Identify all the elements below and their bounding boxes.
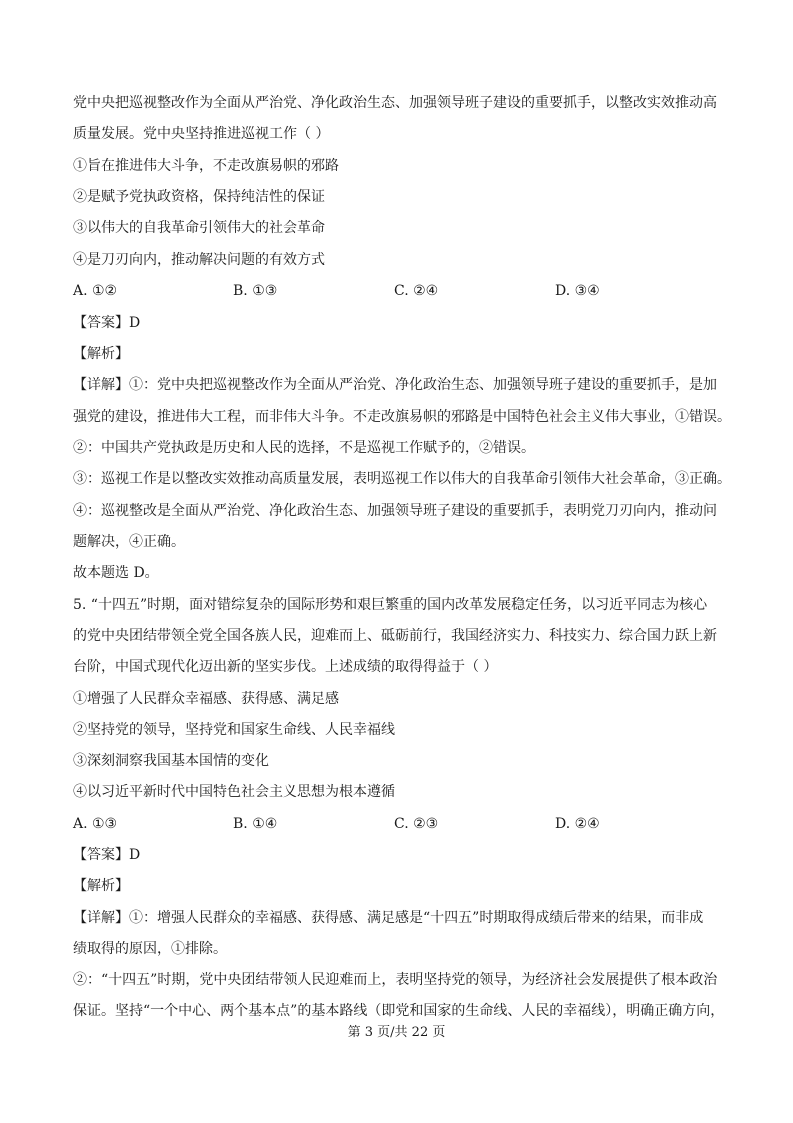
q4-option-a: A. ①② [73, 283, 118, 299]
q4-analysis-line-6: 题解决，④正确。 [73, 534, 185, 550]
q4-stem-line-2: 质量发展。党中央坚持推进巡视工作（ ） [73, 126, 330, 142]
q4-analysis-label: 【解析】 [73, 346, 129, 362]
q5-option-a: A. ①③ [73, 816, 118, 832]
q5-analysis-line-3: ②：“十四五”时期，党中央团结带领人民迎难而上，表明坚持党的领导，为经济社会发展提供了根本政治 [73, 972, 718, 988]
q4-option-d: D. ③④ [555, 283, 600, 299]
q4-stem-line-1: 党中央把巡视整改作为全面从严治党、净化政治生态、加强领导班子建设的重要抓手，以整改实效推动高 [73, 95, 717, 111]
q4-analysis-line-3: ②：中国共产党执政是历史和人民的选择，不是巡视工作赋予的，②错误。 [73, 440, 535, 456]
q4-conclusion: 故本题选 D。 [73, 565, 159, 581]
q4-analysis-line-5: ④：巡视整改是全面从严治党、净化政治生态、加强领导班子建设的重要抓手，表明党刀刃向内，推动问 [73, 503, 717, 519]
q4-analysis-line-1: 【详解】①：党中央把巡视整改作为全面从严治党、净化政治生态、加强领导班子建设的重要抓手，是加 [73, 377, 717, 393]
q5-item-3: ③深刻洞察我国基本国情的变化 [73, 753, 269, 769]
q5-option-b: B. ①④ [233, 816, 278, 832]
q5-analysis-line-4: 保证。坚持“一个中心、两个基本点”的基本路线（即党和国家的生命线、人民的幸福线），明确正确方向， [73, 1003, 725, 1019]
page-footer: 第 3 页/共 22 页 [347, 1025, 446, 1040]
q4-option-b: B. ①③ [233, 283, 278, 299]
q4-option-c: C. ②④ [394, 283, 439, 299]
q4-analysis-line-4: ③：巡视工作是以整改实效推动高质量发展，表明巡视工作以伟大的自我革命引领伟大社会革命，③正确。 [73, 471, 731, 487]
q5-answer: 【答案】D [73, 847, 141, 863]
q5-item-2: ②坚持党的领导，坚持党和国家生命线、人民幸福线 [73, 722, 395, 738]
q4-item-1: ①旨在推进伟大斗争，不走改旗易帜的邪路 [73, 158, 339, 174]
q4-item-2: ②是赋予党执政资格，保持纯洁性的保证 [73, 189, 325, 205]
q4-analysis-line-2: 强党的建设，推进伟大工程，而非伟大斗争。不走改旗易帜的邪路是中国特色社会主义伟大事业，①错误。 [73, 409, 731, 425]
q5-stem-line-3: 台阶，中国式现代化迈出新的坚实步伐。上述成绩的取得得益于（ ） [73, 659, 498, 675]
q5-analysis-line-2: 绩取得的原因，①排除。 [73, 941, 227, 957]
q5-stem-line-1: 5. “十四五”时期，面对错综复杂的国际形势和艰巨繁重的国内改革发展稳定任务，以习近平同志为核心 [73, 597, 708, 613]
q4-answer: 【答案】D [73, 315, 141, 331]
q5-stem-line-2: 的党中央团结带领全党全国各族人民，迎难而上、砥砺前行，我国经济实力、科技实力、综合国力跃上新 [73, 628, 717, 644]
q5-option-c: C. ②③ [394, 816, 439, 832]
q4-item-4: ④是刀刃向内，推动解决问题的有效方式 [73, 252, 325, 268]
q5-option-d: D. ②④ [555, 816, 600, 832]
q4-item-3: ③以伟大的自我革命引领伟大的社会革命 [73, 220, 325, 236]
q5-analysis-label: 【解析】 [73, 878, 129, 894]
q5-item-4: ④以习近平新时代中国特色社会主义思想为根本遵循 [73, 784, 395, 800]
q5-item-1: ①增强了人民群众幸福感、获得感、满足感 [73, 691, 339, 707]
q5-analysis-line-1: 【详解】①：增强人民群众的幸福感、获得感、满足感是“十四五”时期取得成绩后带来的结果，而非成 [73, 910, 704, 926]
